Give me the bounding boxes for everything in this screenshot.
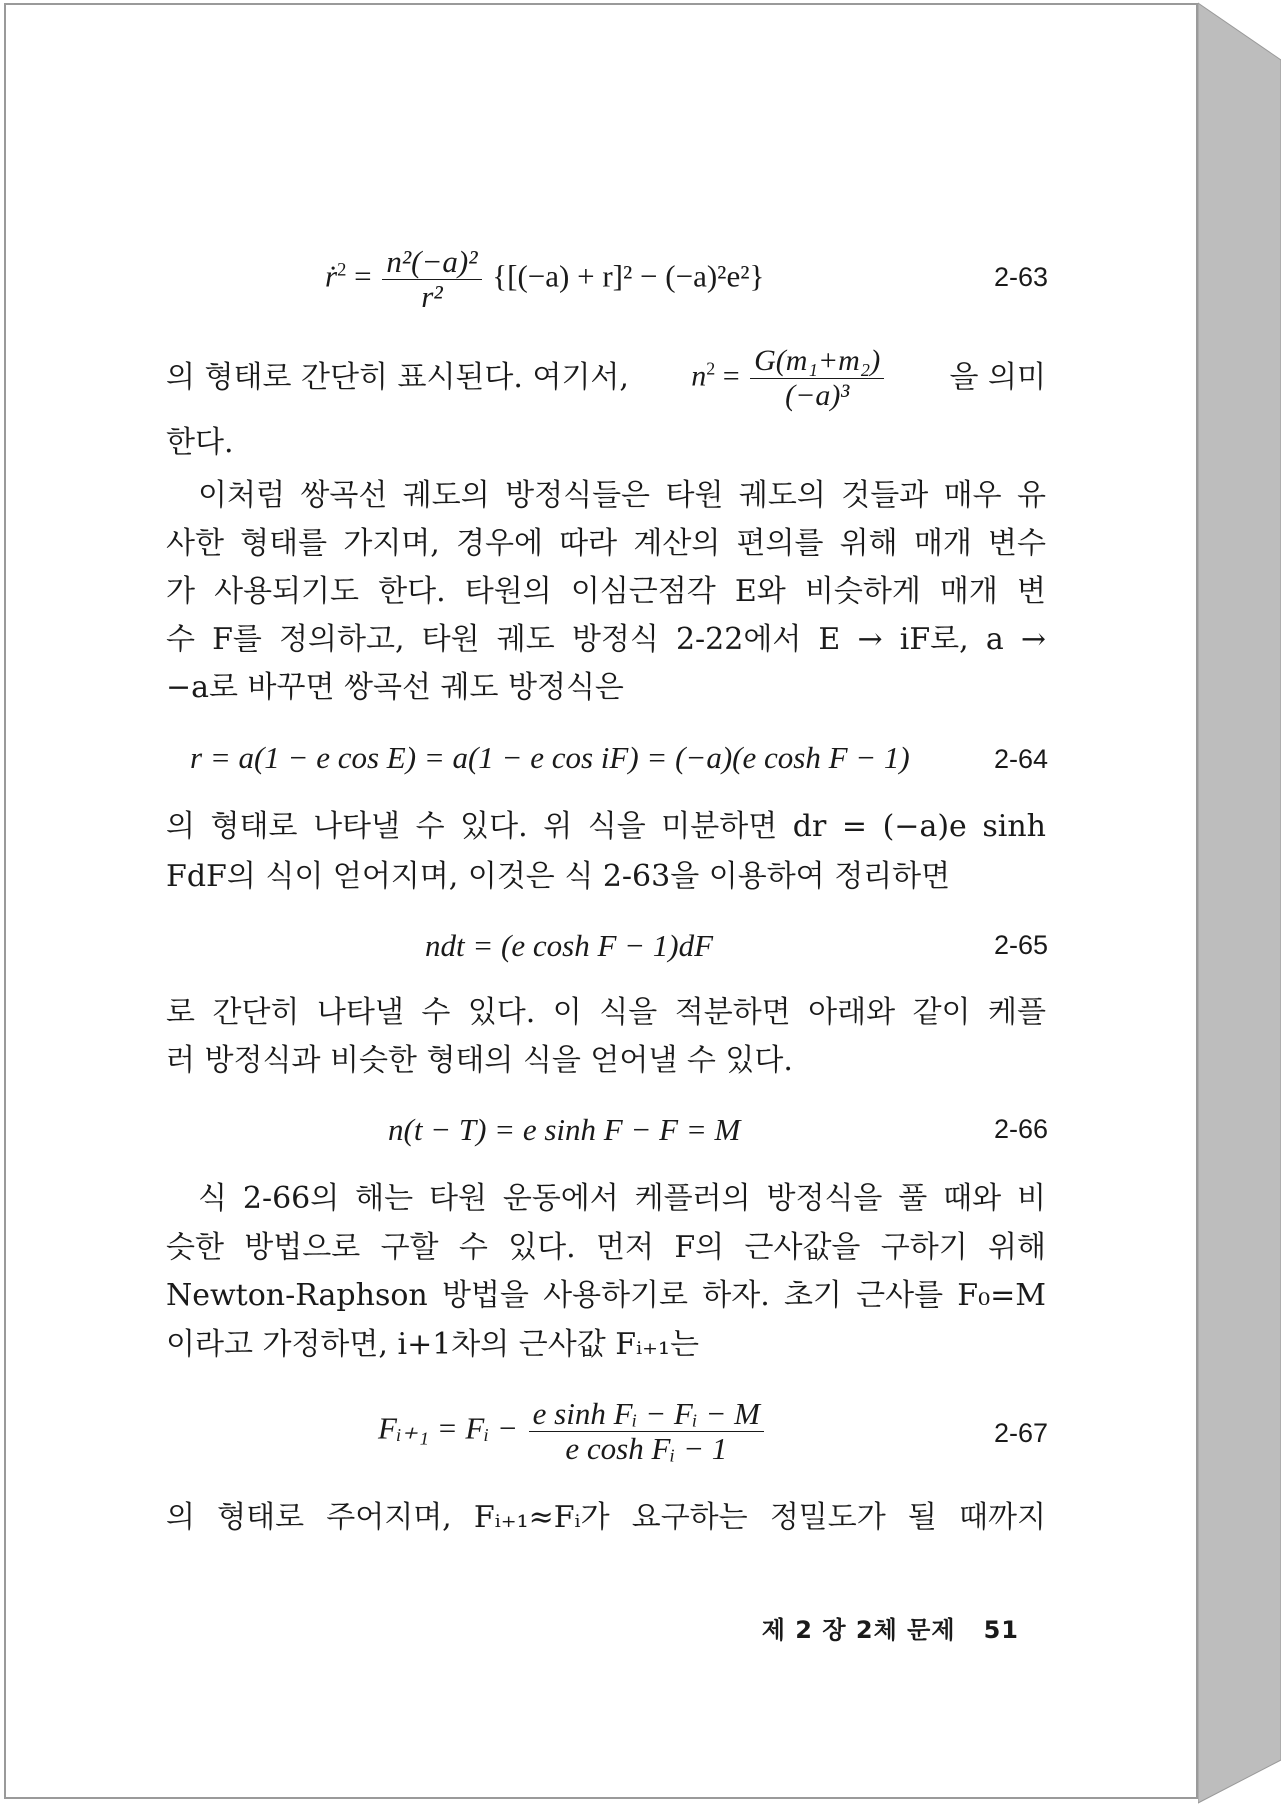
text-line: FdF의 식이 얻어지며, 이것은 식 2-63을 이용하여 정리하면: [166, 859, 951, 894]
book-side-edge: [1198, 0, 1281, 1806]
text-line: 의 형태로 나타낼 수 있다. 위 식을 미분하면 dr = (−a)e sinh: [166, 809, 1046, 844]
equation-2-64: r = a(1 − e cos E) = a(1 − e cos iF) = (−a)(e cosh F − 1): [190, 740, 910, 775]
equation-fraction: $\frac{\text{n²(−a)²}}{\text{r²}}$: [382, 246, 481, 313]
text-line: 가 사용되기도 한다. 타원의 이심근점각 E와 비슷하게 매개 변: [166, 574, 1046, 609]
equation-fraction: $\frac{\text{e sinh Fᵢ − Fᵢ − M}}{\text{e cosh Fᵢ − 1}}$: [529, 1398, 764, 1465]
text-line: 한다.: [166, 425, 234, 460]
text-line: 러 방정식과 비슷한 형태의 식을 얻어낼 수 있다.: [166, 1043, 793, 1078]
equation-2-67: Fᵢ₊₁ = Fᵢ − $\frac{\text{e sinh Fᵢ − Fᵢ − M}}{\text{e cosh Fᵢ − 1}}$: [378, 1398, 767, 1465]
text-line: −a로 바꾸면 쌍곡선 궤도 방정식은: [166, 670, 624, 705]
equation-number: 2-63: [993, 262, 1048, 292]
equation-2-63: ṙ$^2$ = $\frac{\text{n²(−a)²}}{\text{r²}}$ {[(−a) + r]² − (−a)²e²}: [325, 244, 765, 314]
text-line: Newton-Raphson 방법을 사용하기로 하자. 초기 근사를 F₀=M: [166, 1278, 1046, 1313]
text-line: 이라고 가정하면, i+1차의 근사값 Fᵢ₊₁는: [166, 1327, 699, 1362]
text-line: 의 형태로 간단히 표시된다. 여기서, $n^2$ = $\frac{\text{G(m₁+m₂)}}{\text{(−a)³}}$ 을 의미: [166, 343, 1046, 412]
page-footer: [762, 1610, 1019, 1645]
text-line: 사한 형태를 가지며, 경우에 따라 계산의 편의를 위해 매개 변수: [166, 526, 1046, 561]
equation-number: 2-67: [993, 1418, 1048, 1448]
text-line: 의 형태로 주어지며, Fᵢ₊₁≈Fᵢ가 요구하는 정밀도가 될 때까지: [166, 1500, 1046, 1535]
equation-2-65: ndt = (e cosh F − 1)dF: [425, 928, 714, 963]
equation-number: 2-64: [993, 744, 1048, 774]
text-line: 슷한 방법으로 구할 수 있다. 먼저 F의 근사값을 구하기 위해: [166, 1230, 1046, 1265]
equation-number: 2-65: [993, 930, 1048, 960]
chapter-title: 제 2 장 2체 문제: [761, 1616, 956, 1644]
page-number: 51: [983, 1616, 1019, 1644]
n2-fraction: $\frac{\text{G(m₁+m₂)}}{\text{(−a)³}}$: [750, 345, 884, 412]
equation-number: 2-66: [993, 1114, 1048, 1144]
text-line: 이처럼 쌍곡선 궤도의 방정식들은 타원 궤도의 것들과 매우 유: [198, 478, 1046, 513]
equation-2-66: n(t − T) = e sinh F − F = M: [388, 1112, 741, 1147]
text-line: 로 간단히 나타낼 수 있다. 이 식을 적분하면 아래와 같이 케플: [166, 995, 1046, 1030]
text-line: 수 F를 정의하고, 타원 궤도 방정식 2-22에서 E → iF로, a →: [166, 622, 1046, 657]
text-line: 식 2-66의 해는 타원 운동에서 케플러의 방정식을 풀 때와 비: [198, 1181, 1046, 1216]
